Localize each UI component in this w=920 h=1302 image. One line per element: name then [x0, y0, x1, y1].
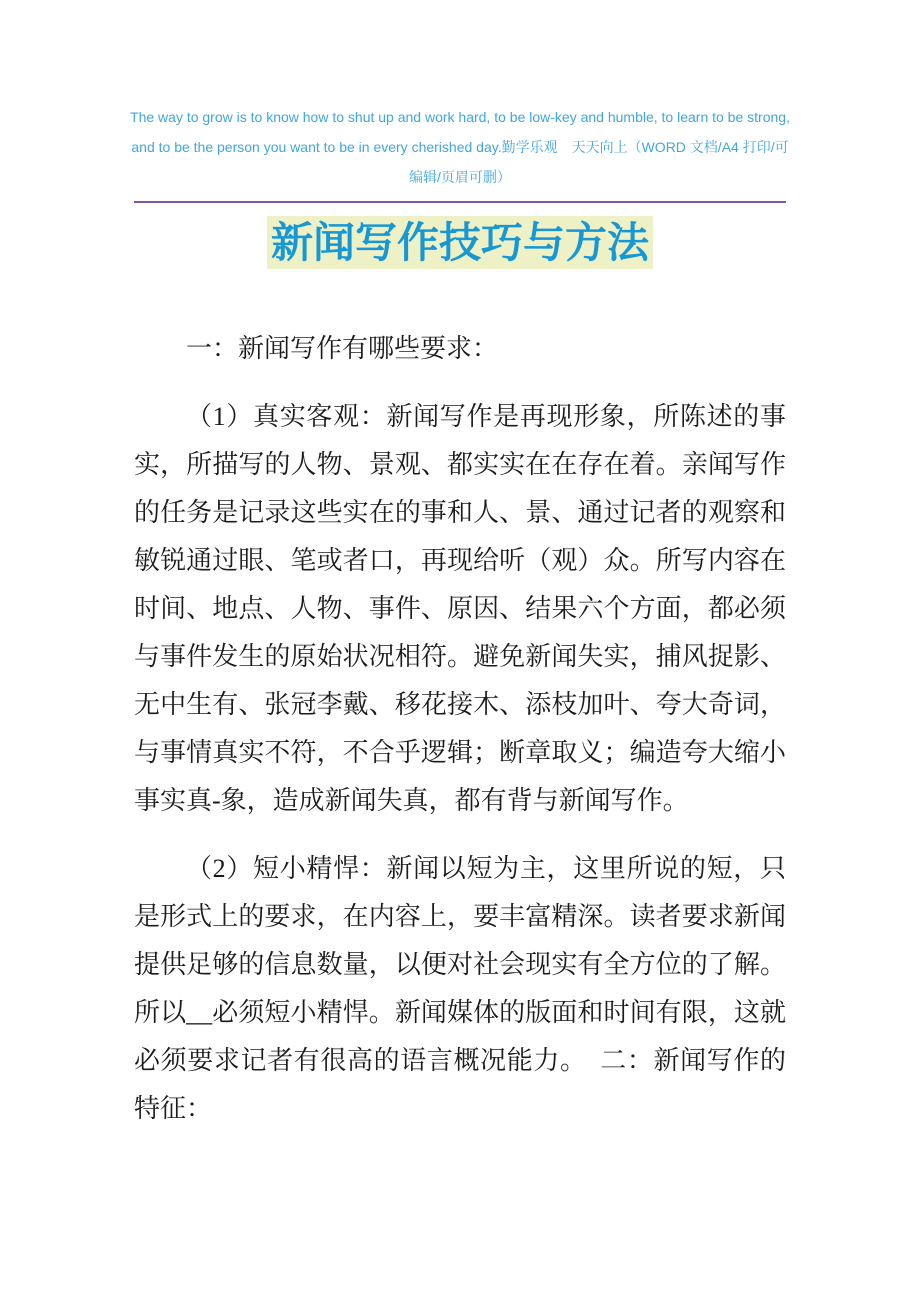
document-body — [134, 325, 786, 1133]
header-divider — [134, 201, 786, 203]
paragraph-section-one-heading: 一：新闻写作有哪些要求： — [186, 334, 499, 363]
document-title — [0, 217, 920, 269]
page-header-text: The way to grow is to know how to shut up and work hard, to be low-key and humble, to learn to be strong, and to be the person you want to be in every cherished day.勤学乐观 天天向上（WORD 文档/A4 打印/可编辑/页眉可删） — [130, 109, 790, 185]
paragraph-truthful-objective: （1）真实客观：新闻写作是再现形象，所陈述的事实，所描写的人物、景观、都实实在在存在着。亲闻写作的任务是记录这些实在的事和人、景、通过记者的观察和敏锐通过眼、笔或者口，再现给听（观）众。所写内容在时间、地点、人物、事件、原因、结果六个方面，都必须与事件发生的原始状况相符。避免新闻失实，捕风捉影、无中生有、张冠李戴、移花接木、添枝加叶、夸大奇词，与事情真实不符，不合乎逻辑；断章取义；编造夸大缩小事实真-象，造成新闻失真，都有背与新闻写作。 — [134, 402, 786, 815]
document-title-highlight: 新闻写作技巧与方法 — [267, 216, 653, 269]
paragraph-short-concise: （2）短小精悍：新闻以短为主，这里所说的短，只是形式上的要求，在内容上，要丰富精深。读者要求新闻提供足够的信息数量，以便对社会现实有全方位的了解。所以__必须短小精悍。新闻媒体的版面和时间有限，这就必须要求记者有很高的语言概况能力。 二：新闻写作的特征： — [134, 854, 786, 1123]
